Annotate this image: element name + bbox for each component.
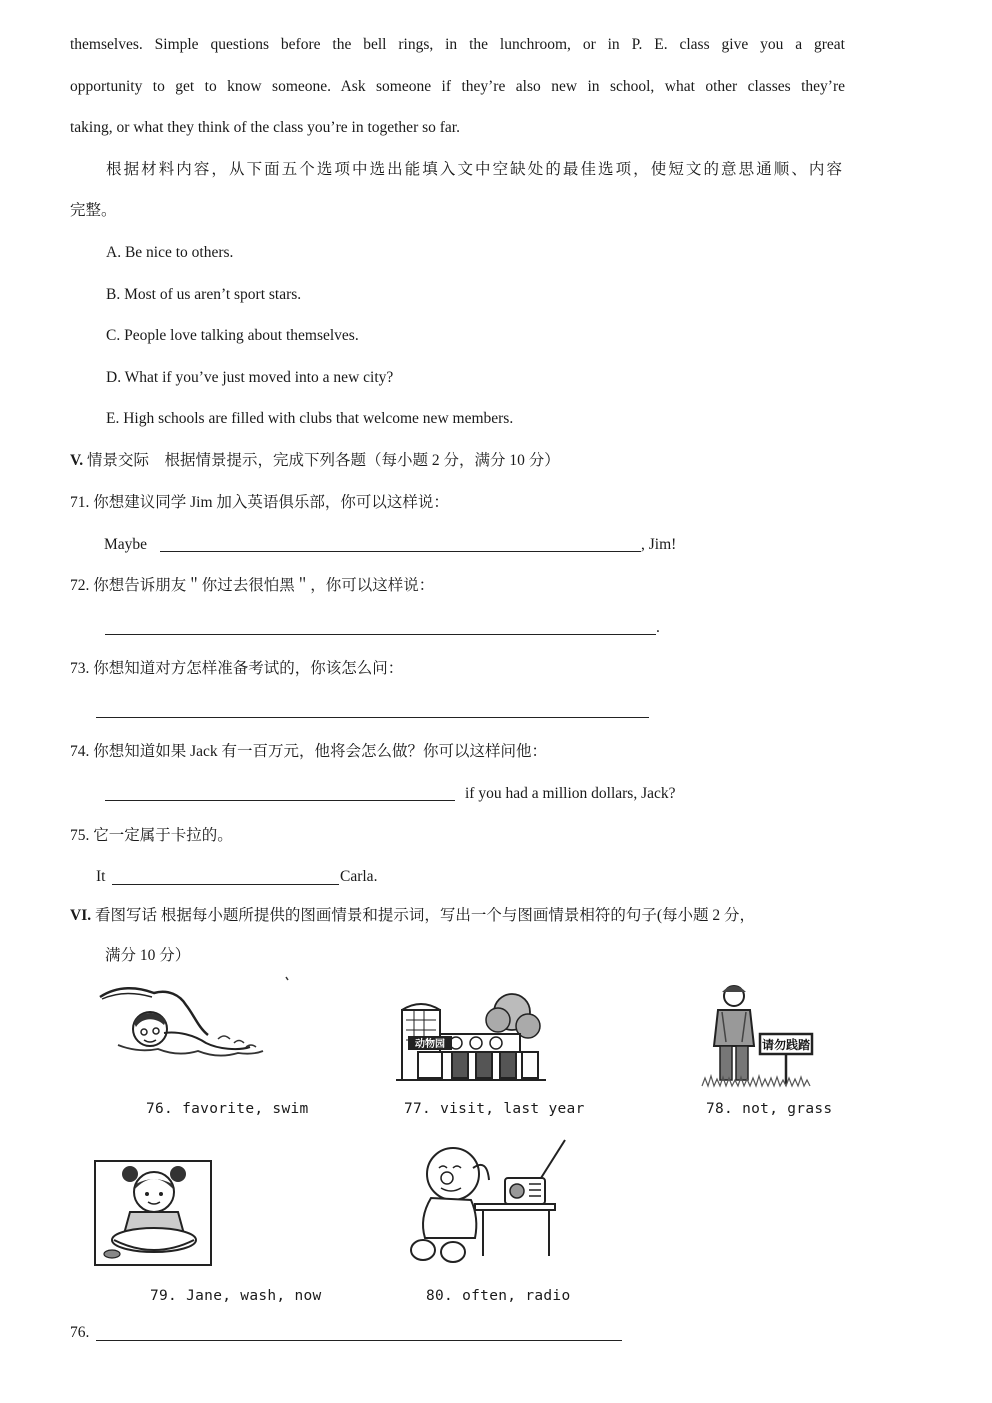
section-6-number: VI. [70, 907, 92, 924]
passage-line-3: taking, or what they think of the class you’re in together so far. [70, 119, 460, 136]
q72-answer-blank[interactable] [105, 634, 656, 635]
girl-washing-picture [94, 1160, 212, 1267]
section-6-title-line-2: 满分 10 分） [105, 947, 191, 964]
q74-suffix: if you had a million dollars, Jack? [465, 785, 676, 802]
q75-prompt: 75. 它一定属于卡拉的。 [70, 827, 233, 844]
q75-prefix: It [96, 868, 106, 885]
answer-76-blank[interactable] [96, 1340, 622, 1341]
q72-suffix: . [656, 619, 660, 636]
q71-suffix: , Jim! [641, 536, 677, 553]
picture-77-caption: 77. visit, last year [404, 1101, 585, 1117]
q75-suffix: Carla. [340, 868, 378, 885]
instruction-line-2: 完整。 [70, 202, 117, 219]
option-a: A. Be nice to others. [106, 244, 234, 261]
section-5-heading [70, 451, 560, 471]
q75-answer-blank[interactable] [112, 884, 339, 885]
option-b: B. Most of us aren’t sport stars. [106, 286, 302, 303]
section-5-number: V. [70, 452, 84, 469]
passage-line-2: opportunity to get to know someone. Ask someone if they’re also new in school, what other classes they’re [70, 78, 845, 95]
q71-prefix: Maybe [104, 536, 148, 553]
option-e: E. High schools are filled with clubs that welcome new members. [106, 410, 514, 427]
q71-answer-blank[interactable] [160, 551, 641, 552]
section-6-heading [70, 906, 755, 926]
picture-78-caption: 78. not, grass [706, 1101, 833, 1117]
grass-sign-picture [700, 982, 820, 1090]
q73-prompt: 73. 你想知道对方怎样准备考试的，你该怎么问： [70, 660, 404, 677]
answer-76-label: 76. [70, 1324, 90, 1341]
zoo-picture [396, 990, 546, 1085]
radio-listener-picture [405, 1138, 565, 1268]
q71-prompt: 71. 你想建议同学 Jim 加入英语俱乐部，你可以这样说： [70, 494, 449, 511]
q73-answer-blank[interactable] [96, 717, 649, 718]
instruction-line-1: 根据材料内容，从下面五个选项中选出能填入文中空缺处的最佳选项，使短文的意思通顺、内容 [106, 161, 842, 178]
grass-sign-text: 请勿践踏 [761, 1038, 811, 1052]
section-5-title: 情景交际 根据情景提示，完成下列各题（每小题 2 分，满分 10 分） [86, 452, 560, 469]
q74-prompt: 74. 你想知道如果 Jack 有一百万元，他将会怎么做？你可以这样问他： [70, 743, 548, 760]
section-6-title-line-1: 看图写话 根据每小题所提供的图画情景和提示词，写出一个与图画情景相符的句子(每小题 2 分， [94, 907, 756, 924]
swimmer-picture [98, 975, 298, 1065]
option-c: C. People love talking about themselves. [106, 327, 359, 344]
q72-prompt: 72. 你想告诉朋友＂你过去很怕黑＂，你可以这样说： [70, 577, 435, 594]
zoo-sign-text: 动物园 [415, 1039, 445, 1050]
picture-76-caption: 76. favorite, swim [146, 1101, 309, 1117]
picture-80-caption: 80. often, radio [426, 1288, 571, 1304]
picture-79-caption: 79. Jane, wash, now [150, 1288, 322, 1304]
passage-line-1: themselves. Simple questions before the bell rings, in the lunchroom, or in P. E. class give you a great [70, 36, 845, 53]
q74-answer-blank[interactable] [105, 800, 455, 801]
option-d: D. What if you’ve just moved into a new city? [106, 369, 394, 386]
